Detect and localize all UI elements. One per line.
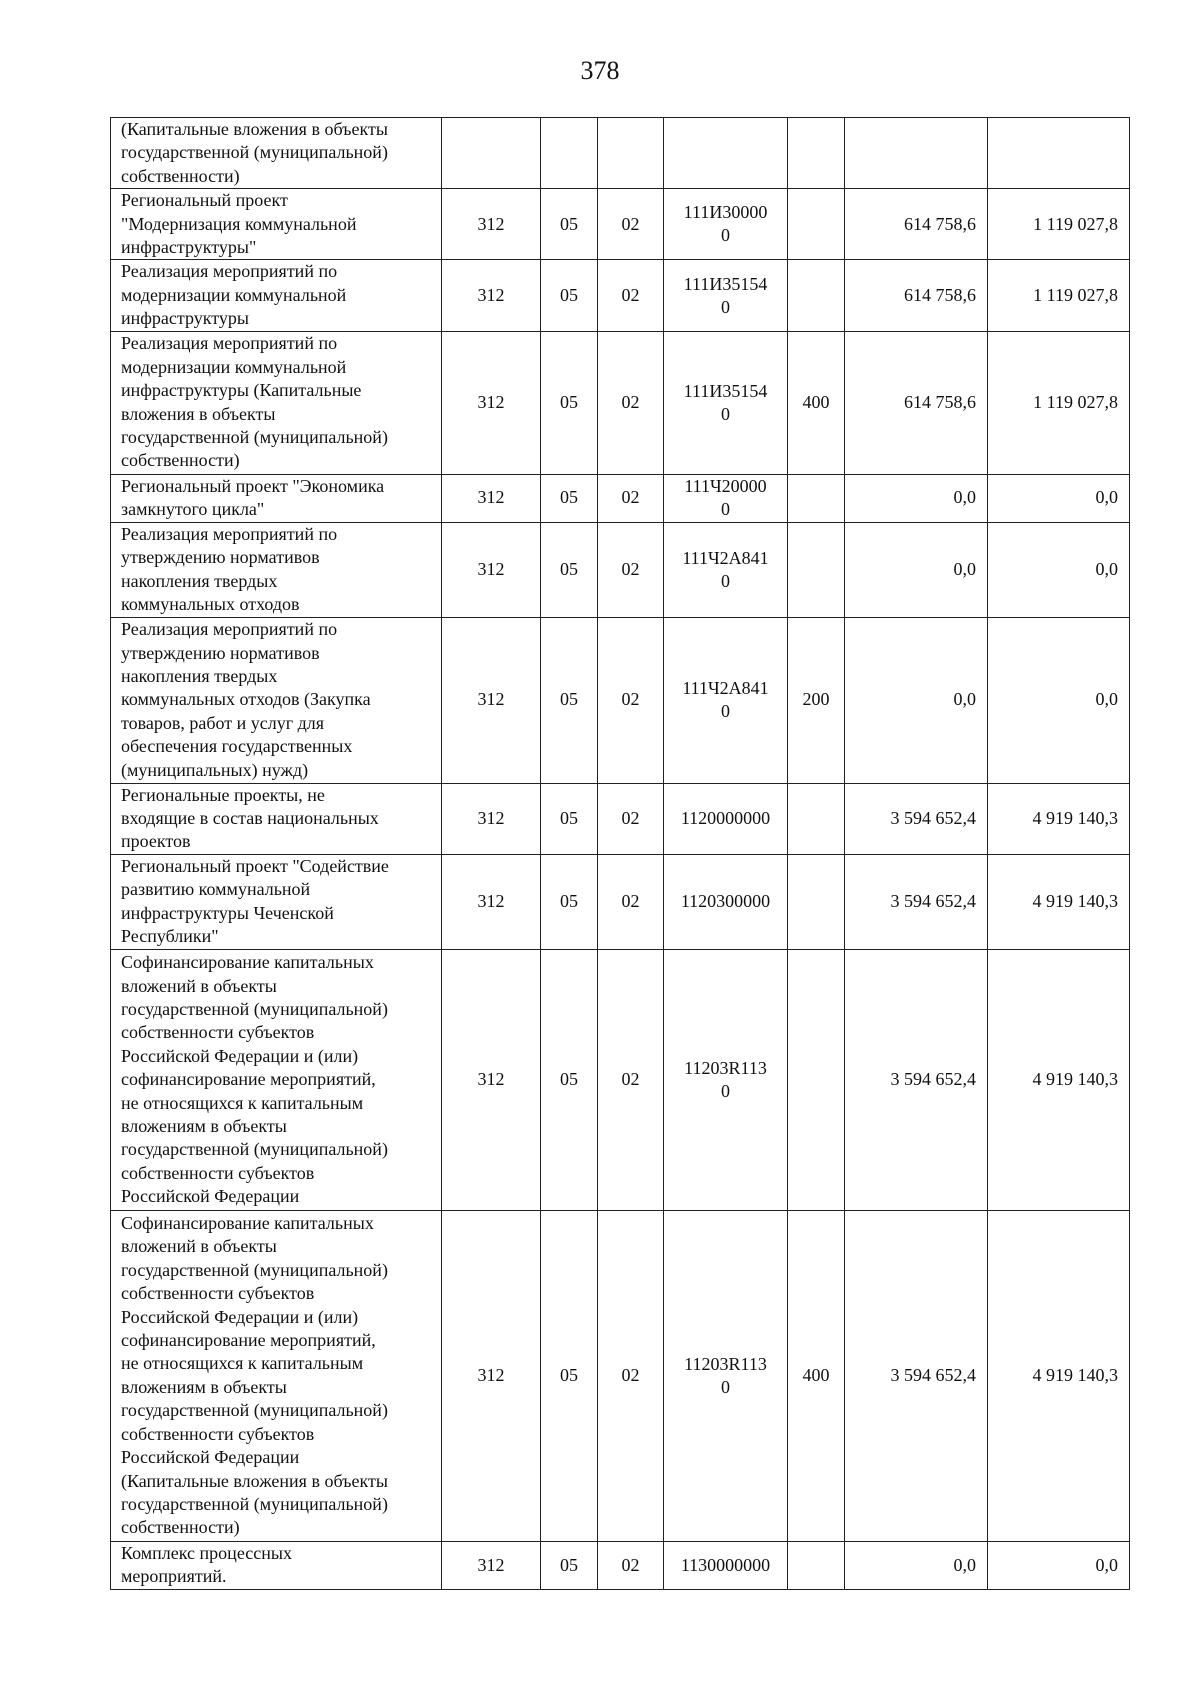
amount-year-1: 0,0 <box>845 522 988 617</box>
expense-type-code <box>788 260 845 331</box>
target-article-code: 111Ч2А841 0 <box>664 522 788 617</box>
ministry-code: 312 <box>442 474 541 522</box>
amount-year-1: 3 594 652,4 <box>845 949 988 1210</box>
ministry-code: 312 <box>442 1210 541 1541</box>
budget-table <box>110 117 1130 1590</box>
table-row <box>111 854 1130 949</box>
row-name: (Капитальные вложения в объекты государственной (муниципальной) собственности) <box>111 118 442 189</box>
row-name: Реализация мероприятий по модернизации коммунальной инфраструктуры (Капитальные вложения в объекты государственной (муниципальной) собственности) <box>111 331 442 474</box>
amount-year-2: 0,0 <box>988 474 1130 522</box>
target-article-code: 11203R113 0 <box>664 949 788 1210</box>
ministry-code: 312 <box>442 331 541 474</box>
table-row <box>111 189 1130 260</box>
amount-year-2: 4 919 140,3 <box>988 1210 1130 1541</box>
subsection-code: 02 <box>598 260 664 331</box>
expense-type-code: 200 <box>788 617 845 783</box>
row-name: Реализация мероприятий по утверждению нормативов накопления твердых коммунальных отходов <box>111 522 442 617</box>
expense-type-code <box>788 474 845 522</box>
section-code: 05 <box>541 617 598 783</box>
amount-year-1: 614 758,6 <box>845 331 988 474</box>
section-code: 05 <box>541 474 598 522</box>
amount-year-2: 1 119 027,8 <box>988 260 1130 331</box>
ministry-code: 312 <box>442 854 541 949</box>
target-article-code: 111Ч20000 0 <box>664 474 788 522</box>
expense-type-code: 400 <box>788 1210 845 1541</box>
amount-year-2 <box>988 118 1130 189</box>
subsection-code: 02 <box>598 331 664 474</box>
subsection-code: 02 <box>598 1541 664 1589</box>
page-number: 378 <box>580 56 620 85</box>
row-name: Региональный проект "Содействие развитию коммунальной инфраструктуры Чеченской Республики" <box>111 854 442 949</box>
subsection-code <box>598 118 664 189</box>
ministry-code: 312 <box>442 617 541 783</box>
table-row <box>111 118 1130 189</box>
target-article-code: 1120300000 <box>664 854 788 949</box>
amount-year-1: 0,0 <box>845 617 988 783</box>
table-row <box>111 522 1130 617</box>
amount-year-1: 3 594 652,4 <box>845 783 988 854</box>
amount-year-1: 614 758,6 <box>845 260 988 331</box>
subsection-code: 02 <box>598 617 664 783</box>
expense-type-code <box>788 118 845 189</box>
target-article-code: 111И30000 0 <box>664 189 788 260</box>
amount-year-1: 3 594 652,4 <box>845 1210 988 1541</box>
table-row <box>111 783 1130 854</box>
table-row <box>111 949 1130 1210</box>
table-row <box>111 260 1130 331</box>
section-code: 05 <box>541 189 598 260</box>
row-name: Реализация мероприятий по утверждению нормативов накопления твердых коммунальных отходов (Закупка товаров, работ и услуг для обеспечения государственных (муниципальных) нужд) <box>111 617 442 783</box>
subsection-code: 02 <box>598 854 664 949</box>
section-code <box>541 118 598 189</box>
amount-year-2: 0,0 <box>988 522 1130 617</box>
section-code: 05 <box>541 260 598 331</box>
target-article-code: 1120000000 <box>664 783 788 854</box>
section-code: 05 <box>541 949 598 1210</box>
target-article-code: 111И35154 0 <box>664 331 788 474</box>
amount-year-1: 614 758,6 <box>845 189 988 260</box>
table-row <box>111 331 1130 474</box>
target-article-code: 11203R113 0 <box>664 1210 788 1541</box>
amount-year-2: 0,0 <box>988 617 1130 783</box>
amount-year-2: 4 919 140,3 <box>988 854 1130 949</box>
table-row <box>111 617 1130 783</box>
ministry-code: 312 <box>442 189 541 260</box>
amount-year-1: 0,0 <box>845 474 988 522</box>
subsection-code: 02 <box>598 1210 664 1541</box>
amount-year-1: 0,0 <box>845 1541 988 1589</box>
row-name: Региональный проект "Экономика замкнутого цикла" <box>111 474 442 522</box>
expense-type-code <box>788 1541 845 1589</box>
section-code: 05 <box>541 1541 598 1589</box>
section-code: 05 <box>541 783 598 854</box>
subsection-code: 02 <box>598 189 664 260</box>
amount-year-2: 0,0 <box>988 1541 1130 1589</box>
row-name: Комплекс процессных мероприятий. <box>111 1541 442 1589</box>
expense-type-code: 400 <box>788 331 845 474</box>
target-article-code: 111И35154 0 <box>664 260 788 331</box>
section-code: 05 <box>541 331 598 474</box>
ministry-code: 312 <box>442 1541 541 1589</box>
amount-year-2: 1 119 027,8 <box>988 331 1130 474</box>
ministry-code: 312 <box>442 260 541 331</box>
ministry-code: 312 <box>442 522 541 617</box>
amount-year-1 <box>845 118 988 189</box>
expense-type-code <box>788 854 845 949</box>
expense-type-code <box>788 783 845 854</box>
row-name: Софинансирование капитальных вложений в объекты государственной (муниципальной) собственности субъектов Российской Федерации и (или) софинансирование мероприятий, не относящихся к капитальным вложениям в объекты государственной (муниципальной) собственности субъектов Российской Федерации (Капитальные вложения в объекты государственной (муниципальной) собственности) <box>111 1210 442 1541</box>
amount-year-2: 4 919 140,3 <box>988 949 1130 1210</box>
table-row <box>111 474 1130 522</box>
amount-year-2: 1 119 027,8 <box>988 189 1130 260</box>
expense-type-code <box>788 189 845 260</box>
subsection-code: 02 <box>598 474 664 522</box>
target-article-code: 1130000000 <box>664 1541 788 1589</box>
subsection-code: 02 <box>598 949 664 1210</box>
row-name: Региональный проект "Модернизация коммунальной инфраструктуры" <box>111 189 442 260</box>
section-code: 05 <box>541 1210 598 1541</box>
table-row <box>111 1210 1130 1541</box>
subsection-code: 02 <box>598 783 664 854</box>
ministry-code: 312 <box>442 783 541 854</box>
row-name: Реализация мероприятий по модернизации коммунальной инфраструктуры <box>111 260 442 331</box>
section-code: 05 <box>541 522 598 617</box>
table-row <box>111 1541 1130 1589</box>
expense-type-code <box>788 949 845 1210</box>
amount-year-1: 3 594 652,4 <box>845 854 988 949</box>
row-name: Софинансирование капитальных вложений в объекты государственной (муниципальной) собственности субъектов Российской Федерации и (или) софинансирование мероприятий, не относящихся к капитальным вложениям в объекты государственной (муниципальной) собственности субъектов Российской Федерации <box>111 949 442 1210</box>
ministry-code <box>442 118 541 189</box>
amount-year-2: 4 919 140,3 <box>988 783 1130 854</box>
subsection-code: 02 <box>598 522 664 617</box>
expense-type-code <box>788 522 845 617</box>
ministry-code: 312 <box>442 949 541 1210</box>
section-code: 05 <box>541 854 598 949</box>
target-article-code <box>664 118 788 189</box>
target-article-code: 111Ч2А841 0 <box>664 617 788 783</box>
row-name: Региональные проекты, не входящие в состав национальных проектов <box>111 783 442 854</box>
